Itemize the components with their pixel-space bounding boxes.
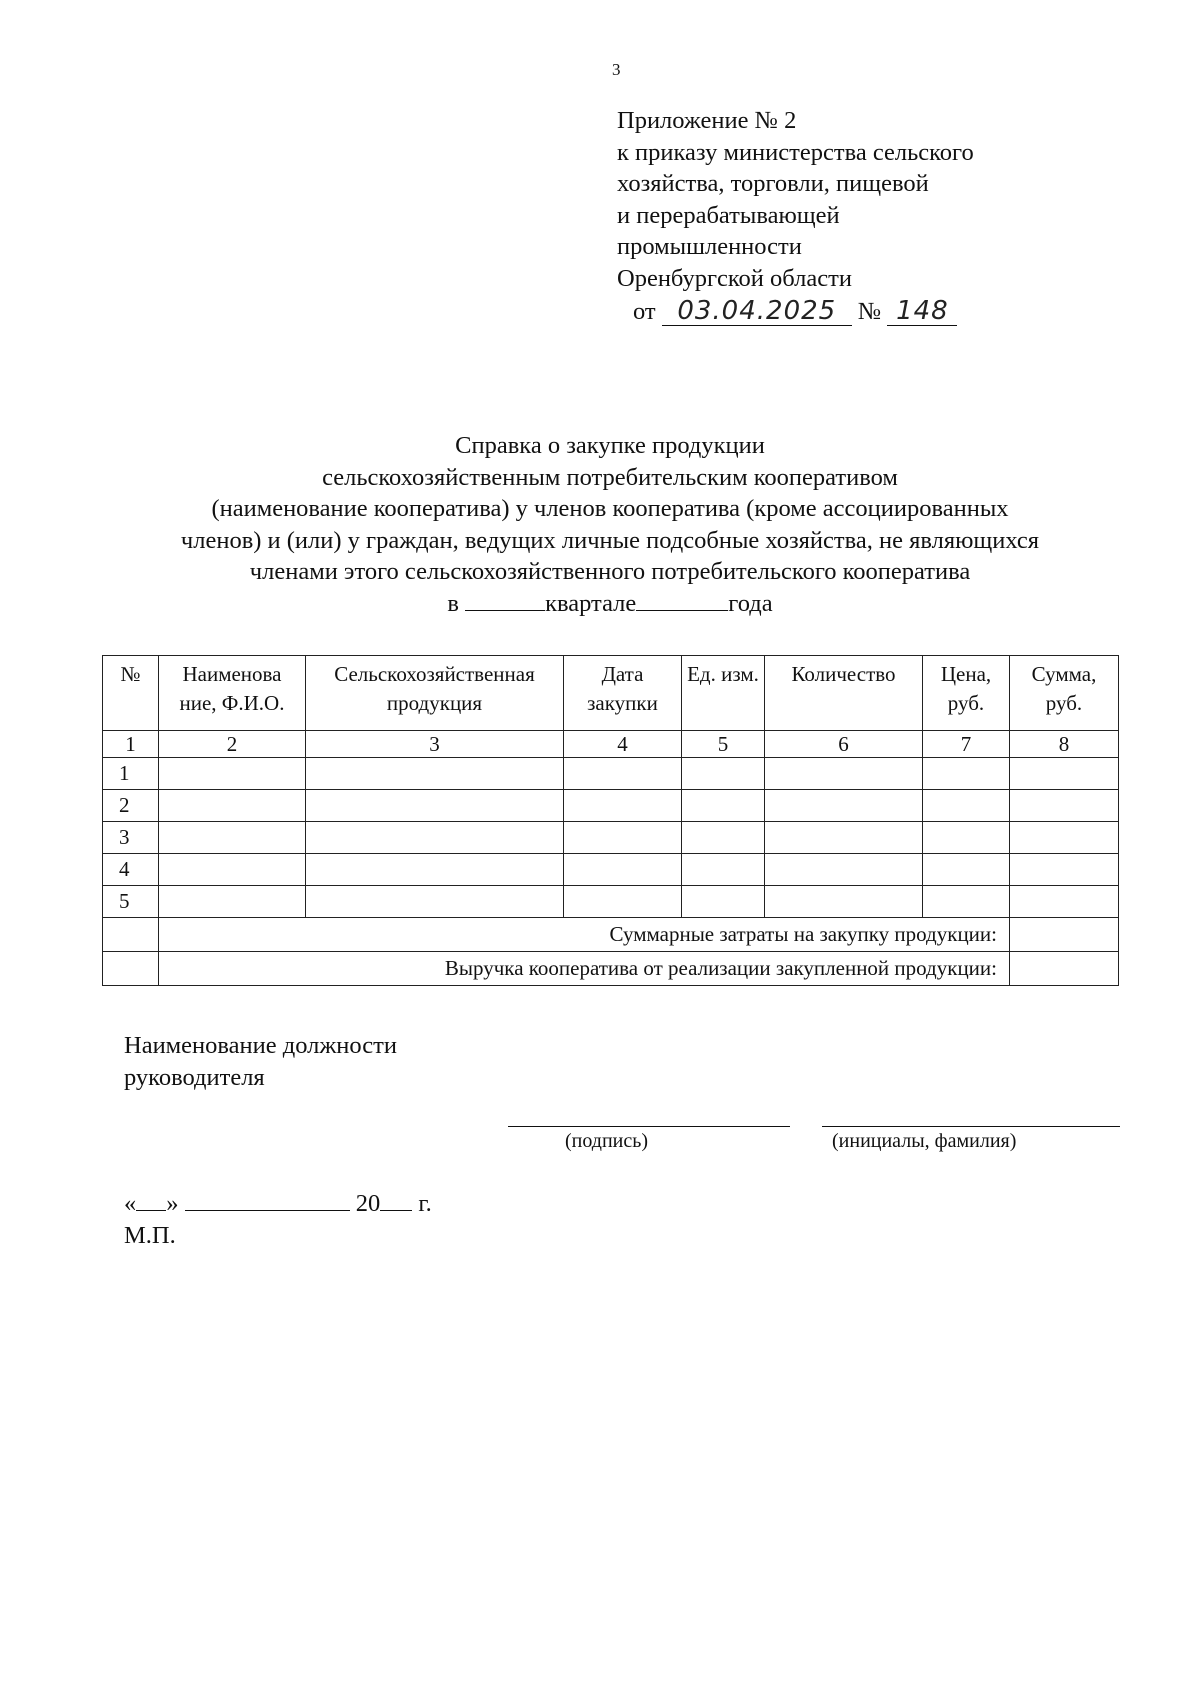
header-cell: Количество (765, 656, 923, 731)
empty-cell (1010, 952, 1119, 986)
empty-cell (306, 790, 564, 822)
empty-cell (159, 758, 306, 790)
table-row (103, 758, 1119, 790)
column-number: 6 (765, 731, 923, 758)
appendix-line: к приказу министерства сельского (617, 138, 974, 166)
table-row (103, 790, 1119, 822)
header-cell: Ед. изм. (682, 656, 765, 731)
document-title (100, 430, 1120, 619)
empty-cell (682, 822, 765, 854)
signature-date-line (124, 1188, 432, 1218)
position-line: Наименование должности (124, 1032, 397, 1059)
empty-cell (1010, 822, 1119, 854)
column-number: 7 (923, 731, 1010, 758)
empty-cell (765, 886, 923, 918)
header-cell: № (103, 656, 159, 731)
from-label: от (633, 298, 656, 325)
empty-cell (306, 758, 564, 790)
appendix-line: хозяйства, торговли, пищевой (617, 170, 929, 197)
empty-cell (306, 886, 564, 918)
position-line: руководителя (124, 1064, 265, 1091)
column-number: 3 (306, 731, 564, 758)
appendix-line: и перерабатывающей (617, 201, 840, 229)
empty-cell (564, 886, 682, 918)
header-cell: Сумма, руб. (1010, 656, 1119, 731)
empty-cell (1010, 854, 1119, 886)
empty-cell (159, 886, 306, 918)
empty-cell (923, 758, 1010, 790)
column-number: 1 (103, 731, 159, 758)
empty-cell (682, 886, 765, 918)
empty-cell (765, 758, 923, 790)
appendix-line: Приложение № 2 (617, 107, 797, 134)
month-blank (185, 1188, 350, 1211)
manager-position (124, 1030, 397, 1094)
row-number: 1 (103, 758, 159, 790)
header-cell: Цена, руб. (923, 656, 1010, 731)
empty-cell (923, 854, 1010, 886)
date-open-quote: « (124, 1190, 137, 1217)
appendix-line: Оренбургской области (617, 264, 852, 292)
signature-underline (508, 1126, 790, 1127)
date-close-quote: » (166, 1190, 179, 1217)
total-costs-label: Суммарные затраты на закупку продукции: (159, 918, 1010, 952)
empty-cell (1010, 886, 1119, 918)
row-number: 3 (103, 822, 159, 854)
year-suffix: г. (418, 1190, 432, 1217)
empty-cell (682, 758, 765, 790)
column-number: 2 (159, 731, 306, 758)
order-number-handwritten: 148 (887, 297, 957, 326)
empty-cell (682, 854, 765, 886)
title-line: (наименование кооператива) у членов кооператива (кроме ассоциированных (211, 495, 1009, 522)
name-caption: (инициалы, фамилия) (832, 1130, 1017, 1152)
order-date-number (633, 297, 957, 326)
revenue-label: Выручка кооператива от реализации закупленной продукции: (159, 952, 1010, 986)
period-year: года (728, 589, 773, 617)
column-number: 4 (564, 731, 682, 758)
title-line: Справка о закупке продукции (455, 432, 765, 459)
title-line: членов) и (или) у граждан, ведущих личные подсобные хозяйства, не являющихся (180, 526, 1040, 554)
period-quarter: квартале (545, 589, 637, 617)
signature-caption: (подпись) (565, 1130, 649, 1152)
column-number-row (103, 731, 1119, 758)
empty-cell (765, 822, 923, 854)
title-line: сельскохозяйственным потребительским кооперативом (322, 463, 898, 491)
name-underline (822, 1126, 1120, 1127)
appendix-header (617, 105, 974, 294)
year-suffix-blank (380, 1188, 412, 1211)
row-number: 5 (103, 886, 159, 918)
empty-cell (765, 790, 923, 822)
page-number: 3 (612, 60, 621, 79)
empty-cell (1010, 918, 1119, 952)
table-header-row (103, 656, 1119, 731)
empty-cell (564, 790, 682, 822)
empty-cell (306, 822, 564, 854)
table-row (103, 822, 1119, 854)
empty-cell (103, 952, 159, 986)
empty-cell (564, 822, 682, 854)
title-line: членами этого сельскохозяйственного потребительского кооператива (249, 558, 971, 585)
purchase-table (102, 655, 1119, 986)
column-number: 8 (1010, 731, 1119, 758)
appendix-line: промышленности (617, 233, 802, 260)
year-blank (636, 588, 728, 611)
quarter-blank (465, 588, 545, 611)
header-cell: Наименова ние, Ф.И.О. (159, 656, 306, 731)
empty-cell (923, 886, 1010, 918)
empty-cell (765, 854, 923, 886)
table-row (103, 854, 1119, 886)
empty-cell (1010, 758, 1119, 790)
row-number: 2 (103, 790, 159, 822)
revenue-row (103, 952, 1119, 986)
number-label: № (857, 298, 882, 325)
empty-cell (103, 918, 159, 952)
order-date-handwritten: 03.04.2025 (662, 297, 852, 326)
empty-cell (564, 758, 682, 790)
empty-cell (1010, 790, 1119, 822)
period-prefix: в (447, 589, 459, 617)
year-prefix: 20 (355, 1190, 381, 1217)
header-cell: Сельскохозяйственная продукция (306, 656, 564, 731)
column-number: 5 (682, 731, 765, 758)
day-blank (136, 1188, 166, 1211)
empty-cell (159, 790, 306, 822)
empty-cell (159, 822, 306, 854)
empty-cell (923, 790, 1010, 822)
total-costs-row (103, 918, 1119, 952)
row-number: 4 (103, 854, 159, 886)
empty-cell (682, 790, 765, 822)
empty-cell (159, 854, 306, 886)
stamp-place: М.П. (124, 1222, 176, 1249)
period-line (100, 588, 1120, 620)
empty-cell (564, 854, 682, 886)
empty-cell (923, 822, 1010, 854)
table-row (103, 886, 1119, 918)
header-cell: Дата закупки (564, 656, 682, 731)
empty-cell (306, 854, 564, 886)
